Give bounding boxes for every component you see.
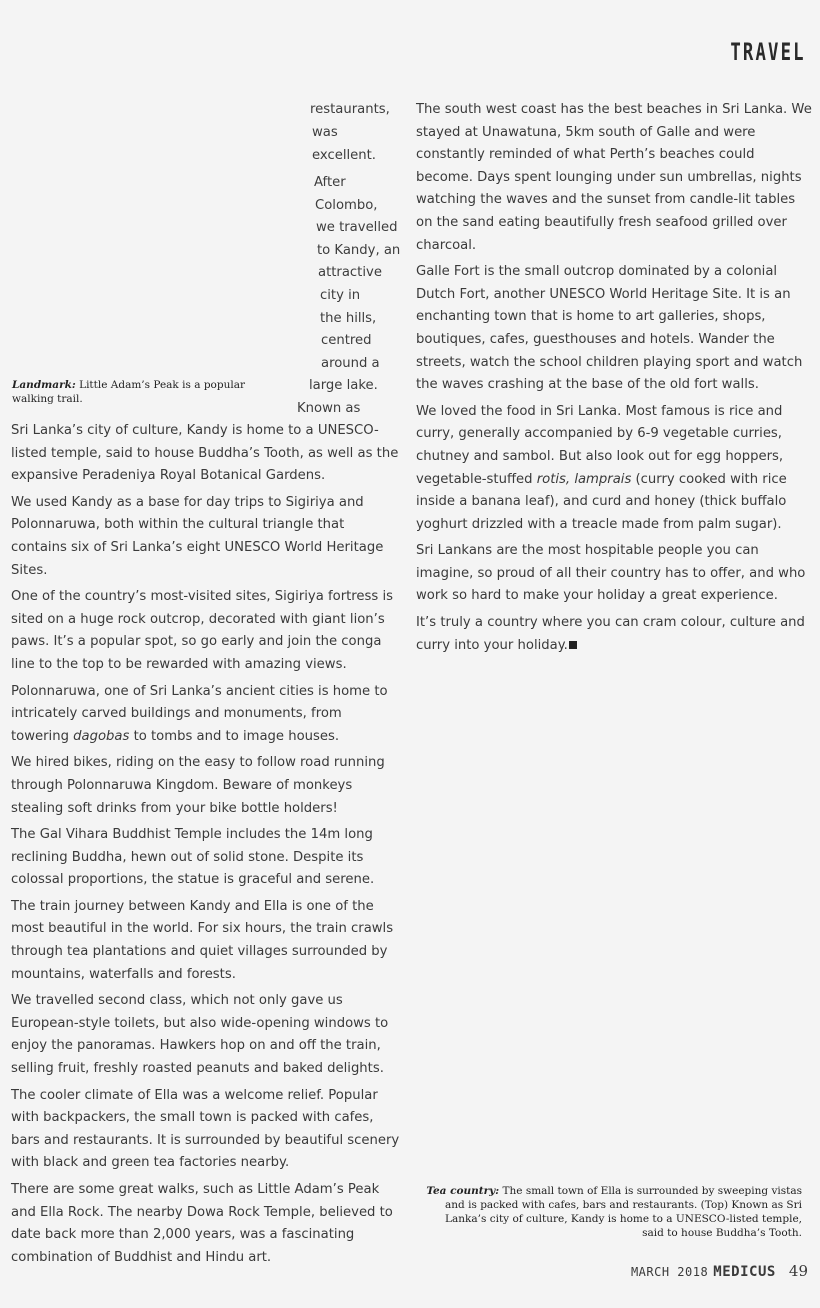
left-column bbox=[11, 420, 403, 1273]
intro-line: attractive bbox=[318, 265, 382, 280]
intro-line: city in bbox=[320, 288, 361, 303]
paragraph: One of the country’s most-visited sites, Sigiriya fortress is sited on a huge rock outcrop, decorated with giant lion’s paws. It’s a popular spot, so go early and join the conga line to the top to be rewarded with amazing views. bbox=[11, 589, 393, 672]
caption-text: Little Adam’s Peak is a popular walking trail. bbox=[12, 379, 245, 405]
end-mark-icon bbox=[569, 641, 577, 649]
paragraph: The train journey between Kandy and Ella is one of the most beautiful in the world. For six hours, the train crawls through tea plantations and quiet villages surrounded by mountains, waterfalls and forests. bbox=[11, 898, 394, 982]
italic-term: dagobas bbox=[73, 728, 130, 744]
intro-line: around a bbox=[321, 356, 380, 371]
paragraph-polonnaruwa bbox=[11, 681, 403, 749]
text-run: (curry cooked with rice inside a banana leaf), and curd and honey (thick buffalo yoghurt drizzled with a treacle made from palm sugar). bbox=[416, 471, 787, 532]
caption-text: The small town of Ella is surrounded by sweeping vistas and is packed with cafes, bars and restaurants. (Top) Known as Sri Lanka’s city of culture, Kandy is home to a UNESCO-listed temple, said to house Buddha’s Tooth. bbox=[445, 1185, 802, 1239]
paragraph: Sri Lanka’s city of culture, Kandy is home to a UNESCO-listed temple, said to house Buddha’s Tooth, as well as the expansive Peradeniya Royal Botanical Gardens. bbox=[11, 423, 399, 484]
section-title: TRAVEL bbox=[730, 38, 806, 66]
issue-date: MARCH 2018 bbox=[630, 1265, 709, 1279]
intro-line: large lake. bbox=[309, 378, 378, 393]
paragraph: The cooler climate of Ella was a welcome relief. Popular with backpackers, the small town is packed with cafes, bars and restaurants. It is surrounded by beautiful scenery with black and green tea factories nearby. bbox=[11, 1087, 400, 1171]
right-column bbox=[416, 99, 812, 661]
intro-line: centred bbox=[321, 333, 372, 348]
paragraph: There are some great walks, such as Little Adam’s Peak and Ella Rock. The nearby Dowa Rock Temple, believed to date back more than 2,000 years, was a fascinating combination of Buddhist and Hindu art. bbox=[11, 1182, 393, 1265]
italic-term: rotis, lamprais bbox=[536, 471, 632, 487]
paragraph-food bbox=[416, 401, 812, 537]
text-run: Polonnaruwa, one of Sri Lanka’s ancient cities is home to intricately carved buildings and monuments, from towering bbox=[11, 683, 388, 744]
intro-line: we travelled bbox=[316, 220, 398, 235]
intro-line: restaurants, bbox=[310, 102, 390, 117]
magazine-name: MEDICUS bbox=[713, 1264, 776, 1280]
paragraph: The Gal Vihara Buddhist Temple includes the 14m long reclining Buddha, hewn out of solid stone. Despite its colossal proportions, the statue is graceful and serene. bbox=[11, 827, 375, 888]
paragraph-closing bbox=[416, 612, 812, 657]
intro-line: the hills, bbox=[320, 311, 377, 326]
text-run: It’s truly a country where you can cram colour, culture and curry into your holiday. bbox=[416, 615, 805, 653]
intro-line: After bbox=[314, 175, 346, 190]
intro-line: to Kandy, an bbox=[317, 243, 401, 258]
text-run: We loved the food in Sri Lanka. Most famous is rice and curry, generally accompanied by 6-9 vegetable curries, chutney and sambol. But also look out for egg hoppers, vegetable-stuffed bbox=[416, 403, 784, 487]
paragraph: We travelled second class, which not only gave us European-style toilets, but also wide-opening windows to enjoy the panoramas. Hawkers hop on and off the train, selling fruit, freshly roasted peanuts and baked delights. bbox=[11, 993, 389, 1077]
paragraph: The south west coast has the best beaches in Sri Lanka. We stayed at Unawatuna, 5km south of Galle and were constantly reminded of what Perth’s beaches could become. Days spent lounging under sun umbrellas, nights watching the waves and the sunset from candle-lit tables on the sand eating beautifully fresh seafood grilled over charcoal. bbox=[416, 102, 812, 253]
paragraph: Galle Fort is the small outcrop dominated by a colonial Dutch Fort, another UNESCO World Heritage Site. It is an enchanting town that is home to art galleries, shops, boutiques, cafes, guesthouses and hotels. Wander the streets, watch the school children playing sport and watch the waves crashing at the base of the old fort walls. bbox=[416, 264, 803, 393]
intro-line: Known as bbox=[297, 401, 361, 416]
page-number: 49 bbox=[788, 1262, 808, 1280]
caption-label: Landmark: bbox=[12, 379, 76, 391]
image-caption-tea-country bbox=[422, 1184, 802, 1240]
paragraph: Sri Lankans are the most hospitable people you can imagine, so proud of all their country has to offer, and who work so hard to make your holiday a great experience. bbox=[416, 543, 806, 604]
image-caption-landmark bbox=[12, 378, 252, 406]
page-footer bbox=[631, 1261, 808, 1280]
paragraph: We used Kandy as a base for day trips to Sigiriya and Polonnaruwa, both within the cultural triangle that contains six of Sri Lanka’s eight UNESCO World Heritage Sites. bbox=[11, 494, 384, 578]
caption-label: Tea country: bbox=[426, 1185, 500, 1197]
intro-line: excellent. bbox=[312, 148, 376, 163]
intro-line: was bbox=[312, 125, 338, 140]
intro-line: Colombo, bbox=[315, 198, 378, 213]
paragraph: We hired bikes, riding on the easy to follow road running through Polonnaruwa Kingdom. Beware of monkeys stealing soft drinks from your bike bottle holders! bbox=[11, 755, 385, 816]
text-run: to tombs and to image houses. bbox=[129, 728, 340, 744]
